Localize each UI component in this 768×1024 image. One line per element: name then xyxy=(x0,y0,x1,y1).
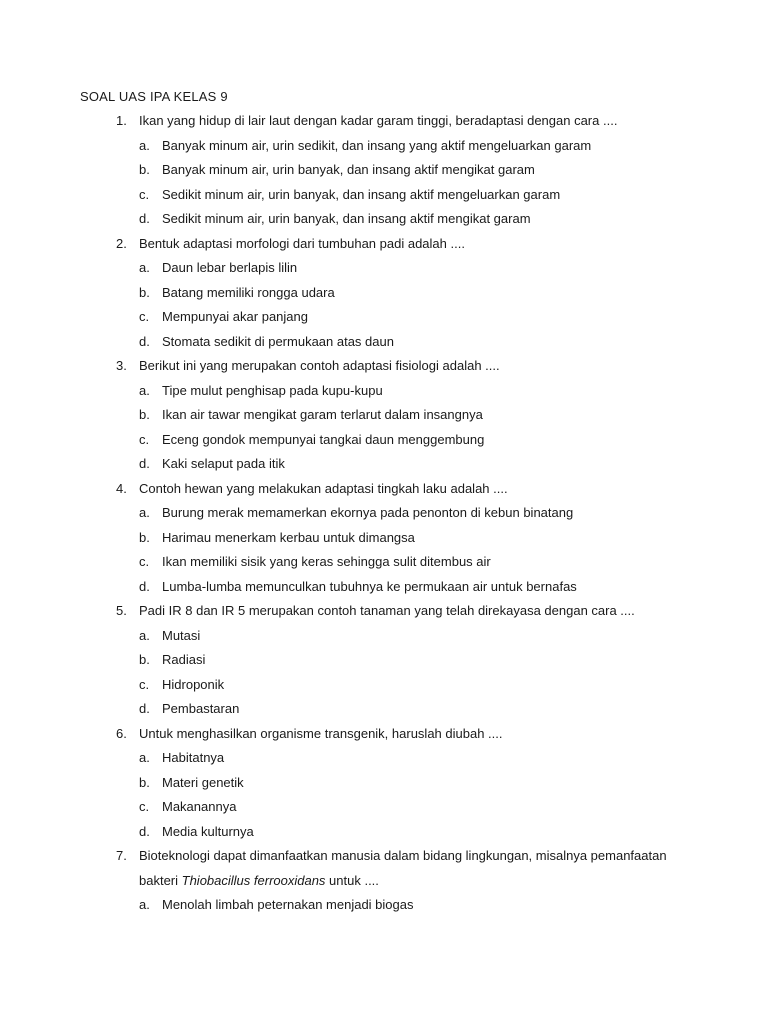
option-letter: c. xyxy=(139,309,150,324)
question-1 xyxy=(0,112,768,235)
question-number: 2. xyxy=(116,235,127,251)
option-letter: b. xyxy=(139,407,150,422)
option-c xyxy=(0,308,768,333)
option-text: Hidroponik xyxy=(162,676,225,692)
option-letter: b. xyxy=(139,284,150,300)
option-d xyxy=(0,455,768,480)
option-c xyxy=(0,798,768,823)
option-b xyxy=(0,774,768,799)
option-text: Lumba-lumba memunculkan tubuhnya ke permukaan air untuk bernafas xyxy=(162,578,577,594)
option-text: Pembastaran xyxy=(162,701,240,716)
option-a xyxy=(0,137,768,162)
option-text: Menolah limbah peternakan menjadi biogas xyxy=(162,897,414,912)
question-text-continued xyxy=(139,872,379,890)
option-c xyxy=(0,553,768,578)
option-letter: a. xyxy=(139,260,150,275)
option-letter: a. xyxy=(139,137,150,153)
option-text: Stomata sedikit di permukaan atas daun xyxy=(162,333,394,349)
option-text: Batang memiliki rongga udara xyxy=(162,284,335,300)
question-text: Padi IR 8 dan IR 5 merupakan contoh tanaman yang telah direkayasa dengan cara .... xyxy=(139,603,635,618)
question-text: Untuk menghasilkan organisme transgenik, haruslah diubah .... xyxy=(139,725,503,741)
option-letter: a. xyxy=(139,750,150,765)
option-letter: b. xyxy=(139,529,150,545)
question-line-continued xyxy=(0,872,768,897)
question-text: Ikan yang hidup di lair laut dengan kadar garam tinggi, beradaptasi dengan cara .... xyxy=(139,113,618,128)
question-list xyxy=(0,112,768,921)
option-text: Mempunyai akar panjang xyxy=(162,309,308,324)
question-text-before: bakteri xyxy=(139,872,182,888)
option-letter: c. xyxy=(139,676,150,692)
option-letter: b. xyxy=(139,652,150,667)
option-letter: c. xyxy=(139,431,150,447)
question-4 xyxy=(0,480,768,603)
question-line xyxy=(0,357,768,382)
question-number: 1. xyxy=(116,113,127,128)
option-letter: a. xyxy=(139,505,150,520)
option-text: Ikan memiliki sisik yang keras sehingga sulit ditembus air xyxy=(162,554,491,569)
question-line xyxy=(0,725,768,750)
question-text-after: untuk .... xyxy=(325,872,379,888)
option-d xyxy=(0,210,768,235)
option-b xyxy=(0,284,768,309)
option-letter: d. xyxy=(139,456,150,471)
option-text: Burung merak memamerkan ekornya pada penonton di kebun binatang xyxy=(162,505,574,520)
option-text: Radiasi xyxy=(162,652,206,667)
option-letter: d. xyxy=(139,701,150,716)
option-text: Eceng gondok mempunyai tangkai daun menggembung xyxy=(162,431,485,447)
option-letter: d. xyxy=(139,333,150,349)
option-a xyxy=(0,259,768,284)
question-line xyxy=(0,112,768,137)
option-a xyxy=(0,382,768,407)
species-name: Thiobacillus ferrooxidans xyxy=(181,872,326,888)
question-number: 5. xyxy=(116,603,127,618)
option-a xyxy=(0,896,768,921)
option-c xyxy=(0,186,768,211)
option-text: Harimau menerkam kerbau untuk dimangsa xyxy=(162,529,415,545)
option-letter: a. xyxy=(139,627,150,643)
option-c xyxy=(0,676,768,701)
option-text: Tipe mulut penghisap pada kupu-kupu xyxy=(162,382,383,398)
option-letter: a. xyxy=(139,382,150,398)
option-text: Banyak minum air, urin banyak, dan insang aktif mengikat garam xyxy=(162,162,535,177)
option-text: Daun lebar berlapis lilin xyxy=(162,260,298,275)
question-number: 6. xyxy=(116,725,127,741)
option-d xyxy=(0,823,768,848)
option-letter: c. xyxy=(139,186,150,202)
option-list xyxy=(0,382,768,480)
option-letter: c. xyxy=(139,554,150,569)
option-text: Banyak minum air, urin sedikit, dan insang yang aktif mengeluarkan garam xyxy=(162,137,592,153)
question-line xyxy=(0,235,768,260)
option-b xyxy=(0,161,768,186)
option-text: Kaki selaput pada itik xyxy=(162,456,285,471)
option-letter: b. xyxy=(139,774,150,790)
option-a xyxy=(0,749,768,774)
question-number: 4. xyxy=(116,480,127,496)
option-d xyxy=(0,333,768,358)
option-letter: c. xyxy=(139,799,150,814)
option-text: Sedikit minum air, urin banyak, dan insang aktif mengikat garam xyxy=(162,211,531,226)
option-d xyxy=(0,700,768,725)
question-line xyxy=(0,602,768,627)
question-2 xyxy=(0,235,768,358)
option-list xyxy=(0,259,768,357)
option-list xyxy=(0,627,768,725)
question-text: Bentuk adaptasi morfologi dari tumbuhan padi adalah .... xyxy=(139,235,465,251)
question-5 xyxy=(0,602,768,725)
question-6 xyxy=(0,725,768,848)
question-line xyxy=(0,480,768,505)
question-3 xyxy=(0,357,768,480)
option-list xyxy=(0,137,768,235)
option-text: Sedikit minum air, urin banyak, dan insang aktif mengeluarkan garam xyxy=(162,186,561,202)
question-text: Berikut ini yang merupakan contoh adaptasi fisiologi adalah .... xyxy=(139,358,500,373)
question-number: 3. xyxy=(116,358,127,373)
question-number: 7. xyxy=(116,848,127,863)
option-letter: d. xyxy=(139,578,150,594)
option-text: Makanannya xyxy=(162,799,237,814)
option-a xyxy=(0,627,768,652)
option-d xyxy=(0,578,768,603)
option-letter: a. xyxy=(139,897,150,912)
option-b xyxy=(0,406,768,431)
option-list xyxy=(0,749,768,847)
option-letter: d. xyxy=(139,211,150,226)
option-b xyxy=(0,529,768,554)
option-a xyxy=(0,504,768,529)
option-text: Media kulturnya xyxy=(162,823,254,839)
option-list xyxy=(0,504,768,602)
option-letter: b. xyxy=(139,162,150,177)
option-text: Materi genetik xyxy=(162,774,244,790)
question-7 xyxy=(0,847,768,921)
question-line xyxy=(0,847,768,872)
question-text: Bioteknologi dapat dimanfaatkan manusia dalam bidang lingkungan, misalnya pemanfaatan xyxy=(139,848,667,863)
option-list xyxy=(0,896,768,921)
question-text: Contoh hewan yang melakukan adaptasi tingkah laku adalah .... xyxy=(139,480,508,496)
option-b xyxy=(0,651,768,676)
option-text: Habitatnya xyxy=(162,750,225,765)
document-title: SOAL UAS IPA KELAS 9 xyxy=(80,89,228,104)
option-c xyxy=(0,431,768,456)
option-text: Mutasi xyxy=(162,627,201,643)
option-text: Ikan air tawar mengikat garam terlarut dalam insangnya xyxy=(162,407,483,422)
option-letter: d. xyxy=(139,823,150,839)
